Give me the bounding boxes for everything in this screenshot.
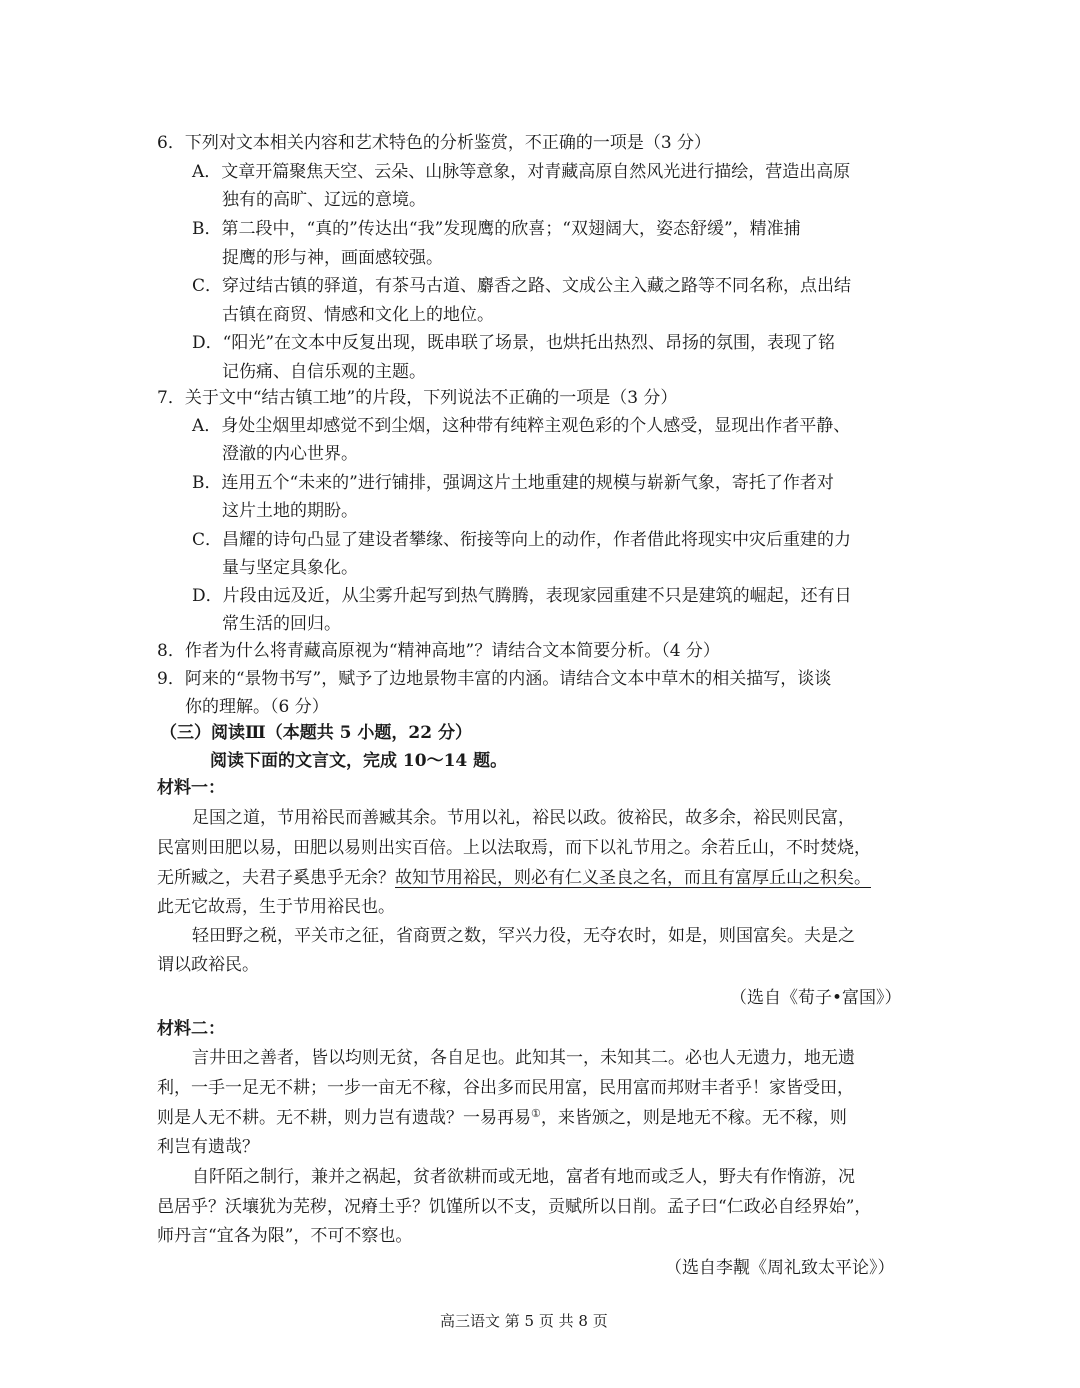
question-7-option-a: A．身处尘烟里却感觉不到尘烟，这种带有纯粹主观色彩的个人感受，显现出作者平静、 xyxy=(192,416,851,436)
material-2-paragraph-1-line-3 xyxy=(157,1108,927,1128)
material-2-paragraph-2-line-3: 师丹言“宜各为限”，不可不察也。 xyxy=(157,1226,413,1246)
underlined-sentence: 故知节用裕民，则必有仁义圣良之名，而且有富厚丘山之积矣。 xyxy=(395,868,871,888)
question-7-option-d-cont: 常生活的回归。 xyxy=(222,614,341,634)
question-7-option-c-cont: 量与坚定具象化。 xyxy=(222,558,358,578)
material-2-paragraph-2-line-1: 自阡陌之制行，兼并之祸起，贫者欲耕而或无地，富者有地而或乏人，野夫有作惰游，况 xyxy=(192,1167,855,1187)
question-7-stem: 7．关于文中“结古镇工地”的片段，下列说法不正确的一项是（3 分） xyxy=(157,388,678,408)
question-6-option-d: D．“阳光”在文本中反复出现，既串联了场景，也烘托出热烈、昂扬的氛围，表现了铭 xyxy=(192,333,836,353)
question-8: 8．作者为什么将青藏高原视为“精神高地”？请结合文本简要分析。（4 分） xyxy=(157,641,720,661)
material-1-text: 无所臧之，夫君子奚患乎无余？ xyxy=(157,868,395,888)
material-1-label: 材料一： xyxy=(157,778,225,798)
material-2-label: 材料二： xyxy=(157,1019,225,1039)
material-1-paragraph-1-line-2: 民富则田肥以易，田肥以易则出实百倍。上以法取焉，而下以礼节用之。余若丘山，不时焚烧， xyxy=(157,838,871,858)
material-1-paragraph-1-line-1: 足国之道，节用裕民而善臧其余。节用以礼，裕民以政。彼裕民，故多余，裕民则民富， xyxy=(192,808,855,828)
material-2-paragraph-1-line-2: 利，一手一足无不耕；一步一亩无不稼，谷出多而民用富，民用富而邦财丰者乎！家皆受田， xyxy=(157,1078,854,1098)
question-6-option-c-cont: 古镇在商贸、情感和文化上的地位。 xyxy=(222,305,494,325)
question-6-stem: 6．下列对文本相关内容和艺术特色的分析鉴赏，不正确的一项是（3 分） xyxy=(157,133,712,153)
material-2-paragraph-1-line-4: 利岂有遗哉？ xyxy=(157,1137,259,1157)
material-2-paragraph-1-line-1: 言井田之善者，皆以均则无贫，各自足也。此知其一，未知其二。必也人无遗力，地无遗 xyxy=(192,1048,855,1068)
question-6-option-d-cont: 记伤痛、自信乐观的主题。 xyxy=(222,362,426,382)
question-6-option-b: B．第二段中，“真的”传达出“我”发现鹰的欣喜；“双翅阔大，姿态舒缓”，精准捕 xyxy=(192,219,801,239)
material-2-text: 则是人无不耕。无不耕，则力岂有遗哉？一易再易 xyxy=(157,1108,531,1128)
material-1-paragraph-2-line-2: 谓以政裕民。 xyxy=(157,955,259,975)
question-7-option-b-cont: 这片土地的期盼。 xyxy=(222,501,358,521)
question-6-option-a-cont: 独有的高旷、辽远的意境。 xyxy=(222,190,426,210)
page-footer: 高三语文 第 5 页 共 8 页 xyxy=(440,1312,608,1330)
material-1-paragraph-1-line-3 xyxy=(157,868,927,888)
question-9: 9．阿来的“景物书写”，赋予了边地景物丰富的内涵。请结合文本中草木的相关描写，谈谈 xyxy=(157,669,832,689)
question-7-option-d: D．片段由远及近，从尘雾升起写到热气腾腾，表现家园重建不只是建筑的崛起，还有日 xyxy=(192,586,852,606)
material-1-paragraph-1-line-4: 此无它故焉，生于节用裕民也。 xyxy=(157,897,395,917)
material-2-text-cont: ，来皆颁之，则是地无不稼。无不稼，则 xyxy=(540,1108,847,1128)
question-9-cont: 你的理解。（6 分） xyxy=(185,697,329,717)
footnote-marker: ① xyxy=(531,1107,541,1120)
material-2-source: （选自李觏《周礼致太平论》） xyxy=(665,1258,895,1278)
material-2-paragraph-2-line-2: 邑居乎？沃壤犹为芜秽，况瘠土乎？饥馑所以不支，贡赋所以日削。孟子曰“仁政必自经界始”， xyxy=(157,1197,872,1217)
question-7-option-a-cont: 澄澈的内心世界。 xyxy=(222,444,358,464)
question-6-option-a: A．文章开篇聚焦天空、云朵、山脉等意象，对青藏高原自然风光进行描绘，营造出高原 xyxy=(192,162,851,182)
section-instruction: 阅读下面的文言文，完成 10～14 题。 xyxy=(210,751,508,771)
question-7-option-c: C．昌耀的诗句凸显了建设者攀缘、衔接等向上的动作，作者借此将现实中灾后重建的力 xyxy=(192,530,852,550)
question-6-option-b-cont: 捉鹰的形与神，画面感较强。 xyxy=(222,248,443,268)
section-title: （三）阅读Ⅲ（本题共 5 小题，22 分） xyxy=(160,723,472,743)
material-1-paragraph-2-line-1: 轻田野之税，平关市之征，省商贾之数，罕兴力役，无夺农时，如是，则国富矣。夫是之 xyxy=(192,926,855,946)
question-6-option-c: C．穿过结古镇的驿道，有茶马古道、麝香之路、文成公主入藏之路等不同名称，点出结 xyxy=(192,276,852,296)
material-1-source: （选自《荀子•富国》） xyxy=(730,988,902,1008)
question-7-option-b: B．连用五个“未来的”进行铺排，强调这片土地重建的规模与崭新气象，寄托了作者对 xyxy=(192,473,834,493)
